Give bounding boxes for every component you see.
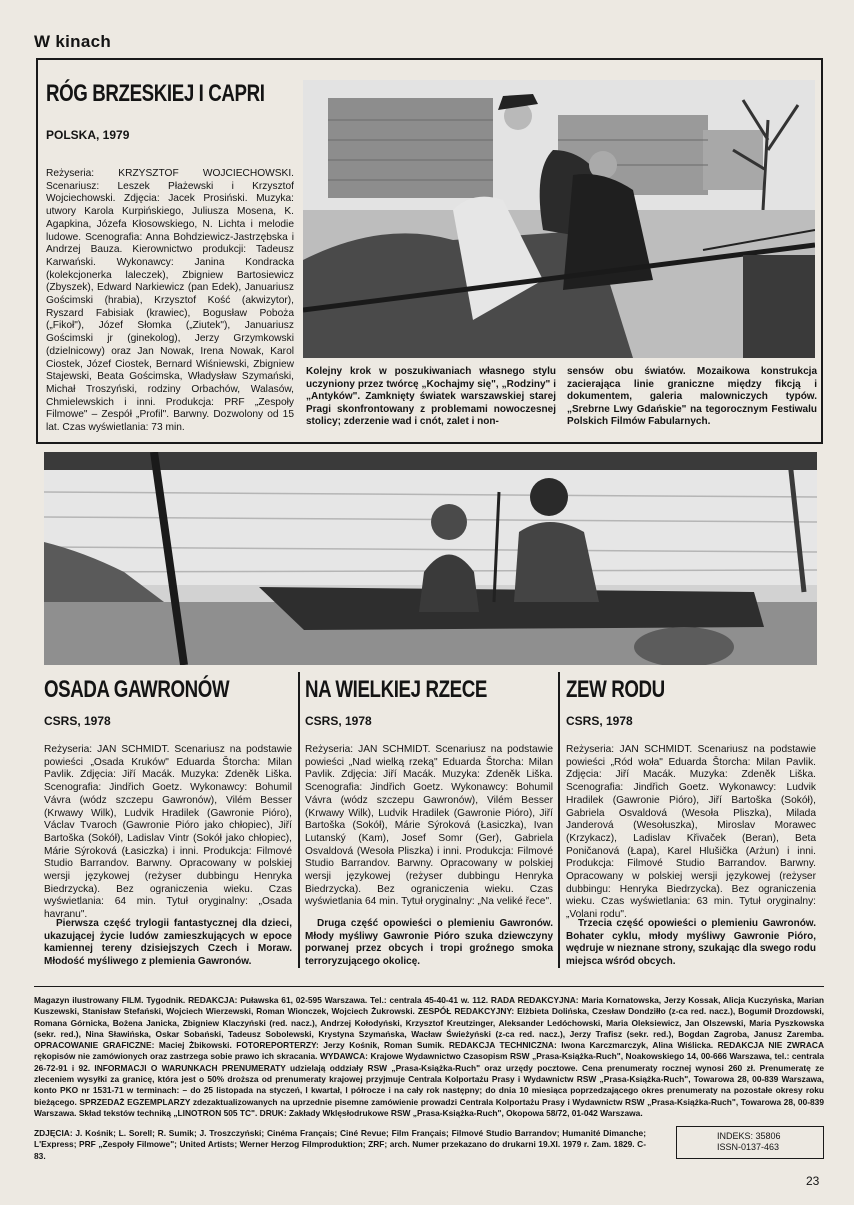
photo-credits: ZDJĘCIA: J. Kośnik; L. Sorell; R. Sumik; J. Troszczyński; Cinéma Français; Ciné Revue; Film Français; Filmové Studio Barrandov; Humanité Dimanche; L'Express; PRF „Zespoły Filmowe"; United Artists; Werner Herzog Filmproduktion; ZRF; arch. Numer przekazano do drukarni 19.XI. 1979 r. Zam. 1829. C-83. [34,1128,646,1161]
film-title: OSADA GAWRONÓW [44,676,230,703]
index-number: INDEKS: 35806 [717,1131,781,1141]
footer-separator [34,986,824,987]
column-divider-1 [298,672,300,968]
film-description: Trzecia część opowieści o plemieniu Gawronów. Bohater cyklu, młody myśliwy Gawronie Pióro, wędruje w nieznane strony, szukając dla swego rodu miejsca wśród obcych. [566,918,816,967]
film-credits: Reżyseria: JAN SCHMIDT. Scenariusz na podstawie powieści „Nad wielką rzeką" Eduarda Štorcha: Milan Pavlik. Zdjęcia: Jiří Macák. Muzyka: Zdeněk Liška. Scenografia: Jindřich Goetz. Wykonawcy: Bohumil Vávra (wódz szczepu Gawronów), Vilém Besser (Krwawy Wilk), Ludvik Hradilek (Gawronie Pióro), Jiří Bartoška (Sokół), Márie Sýroková (Łasiczka), Ivan Lutanský (Kam), Josef Somr (Ger), Gabriela Osvaldová (Wesoła Pliszka) i inni. Produkcja: Filmové Studio Barrandov. Barwny. Opracowany w polskiej wersji językowej (reżyser dubbingu Henryka Biedrzycka). Bez ograniczenia wieku. Czas wyświetlania 64 min. Tytuł oryginalny: „Na veliké řece". [305,744,553,908]
page-number: 23 [806,1174,820,1188]
film-description-col1: Kolejny krok w poszukiwaniach własnego stylu uczyniony przez twórcę „Kochajmy się", „Rodziny" i „Antyków". Zamknięty światek warszawskiej starej Pragi skonfrontowany z problemami nowoczesnej stolicy; zderzenie wad i cnót, zalet i non- [306,366,556,428]
river-photo-illustration [44,452,817,665]
sleigh-photo-illustration [303,80,815,358]
column-divider-2 [558,672,560,968]
film-description: Druga część opowieści o plemieniu Gawronów. Młody myśliwy Gawronie Pióro szuka dziewczyny porwanej przez obcych i tropi groźnego smoka terroryzującego okolicę. [305,918,553,967]
index-box [676,1126,824,1159]
film-country-year: POLSKA, 1979 [46,128,130,142]
film-still-sleigh [303,80,815,358]
film-still-river [44,452,817,665]
film-credits: Reżyseria: JAN SCHMIDT. Scenariusz na podstawie powieści „Osada Kruków" Eduarda Štorcha: Milan Pavlik. Zdjęcia: Jiří Macák. Muzyka: Zdeněk Liška. Scenografia: Jindřich Goetz. Wykonawcy: Bohumil Vávra (wódz szczepu Gawronów), Vilém Besser (Krwawy Wilk), Ludvik Hradilek (Gawronie Pióro), Václav Tvaroch (Gawronie Pióro jako chłopiec), Jiří Bartoška (Sokół), Ladislav Vintr (Sokół jako chłopiec), Márie Sýroková (Łasiczka) i inni. Produkcja: Filmové Studio Barrandov. Barwny. Opracowany w polskiej wersji językowej (reżyser dubbingu Henryka Biedrzycka). Bez ograniczenia wieku. Czas wyświetlania: 64 min. Tytuł oryginalny: „Osada havranu". [44,744,292,921]
issn-number: ISSN-0137-463 [717,1142,780,1152]
film-title: ZEW RODU [566,676,665,703]
film-description: Pierwsza część trylogii fantastycznej dla dzieci, ukazującej życie ludów zamieszkujących w epoce kamiennej tereny dzisiejszych Czech i Moraw. Młodość myśliwego z plemienia Gawronów. [44,918,292,967]
film-title: NA WIELKIEJ RZECE [305,676,487,703]
film-credits: Reżyseria: JAN SCHMIDT. Scenariusz na podstawie powieści „Ród woła" Eduarda Štorcha: Milan Pavlik. Zdjęcia: Jiří Macák. Muzyka: Zdeněk Liška. Scenografia: Jindřich Goetz. Wykonawcy: Ludvik Hradilek (Gawronie Pióro), Jiří Bartoška (Sokół), Gabriela Osvaldová (Wesoła Pliszka), Milada Janderová (Wesołuszka), Miroslav Morawec (Krzykacz), Ladislav Křivaček (Beran), Beta Poničanová (Łapa), Karel Hlušička (Arżun) i inni. Produkcja: Filmové Studio Barrandov. Barwny. Opracowany w polskiej wersji językowej (reżyser dubbingu: Henryka Biedrzycka). Bez ograniczenia wieku. Czas wyświetlania: 63 min. Tytuł oryginalny: „Volani rodu". [566,744,816,921]
section-label: W kinach [34,32,112,51]
magazine-imprint: Magazyn ilustrowany FILM. Tygodnik. REDAKCJA: Puławska 61, 02-595 Warszawa. Tel.: centrala 45-40-41 w. 112. RADA REDAKCYJNA: Maria Kornatowska, Jerzy Kossak, Alicja Kuczyńska, Marian Kuszewski, Stanisław Stefański, Wojciech Wierzewski, Roman Wionczek, Wojciech Żukrowski. ZESPÓŁ REDAKCYJNY: Elżbieta Dolińska, Czesław Dondziłło (z-ca red. nacz.), Bogumił Drozdowski, Romana Górnicka, Bożena Janicka, Zbigniew Klaczyński (red. nacz.), Andrzej Kołodyński, Krzysztof Kreutzinger, Aleksander Ledóchowski, Maria Oleksiewicz, Jan Olszewski, Maria Pyszkowska (sekr. red.), Nina Sławińska, Oskar Sobański, Tadeusz Sobolewski, Krystyna Szymańska, Wacław Świeżyński (z-ca red. nacz.), Jerzy Trafisz (sekr. red.), Bogdan Zagroba, Janusz Zaremba. OPRACOWANIE GRAFICZNE: Maciej Żbikowski. FOTOREPORTERZY: Jerzy Kośnik, Roman Sumik. REDAKCJA TECHNICZNA: Iwona Karczmarczyk, Alina Wiślicka. REDAKCJA NIE ZWRACA rękopisów nie zamówionych oraz zastrzega sobie prawo ich skracania. WYDAWCA: Krajowe Wydawnictwo Czasopism RSW „Prasa-Książka-Ruch", Noakowskiego 14, 00-666 Warszawa, tel.: centrala 26-72-91 i 92. INFORMACJI O WARUNKACH PRENUMERATY udzielają oddziały RSW „Prasa-Książka-Ruch" oraz urzędy pocztowe. Cena prenumeraty rocznej wynosi 260 zł. Prenumeratę ze zleceniem wysyłki za granicę, która jest o 50% droższa od prenumeraty krajowej przyjmuje Centrala Kolportażu Prasy i Wydawnictw RSW „Prasa-Książka-Ruch", Towarowa 28, 00-839 Warszawa, konto PKO nr 1531-71 w terminach: – do 25 listopada na styczeń, I kwartał, I półrocze i na cały rok następny; do dnia 10 miesiąca poprzedzającego okres prenumeraty na pozostałe okresy roku bieżącego. SPRZEDAŻ EGZEMPLARZY zdezaktualizowanych na uprzednie pisemne zamówienie prowadzi Centrala Kolportażu Prasy i Wydawnictw RSW „Prasa-Książka-Ruch", Towarowa 28, 00-839 Warszawa. Skład tekstów techniką „LINOTRON 505 TC". DRUK: Zakłady Wklęsłodrukowe RSW „Prasa-Książka-Ruch", Okopowa 58/72, 01-042 Warszawa. [34,995,824,1118]
film-title: RÓG BRZESKIEJ I CAPRI [46,80,265,107]
film-country-year: CSRS, 1978 [566,714,633,728]
film-description-col2: sensów obu światów. Mozaikowa konstrukcja zacierająca linie graniczne między fikcją i dokumentem, galeria malowniczych typów. „Srebrne Lwy Gdańskie" na tegorocznym Festiwalu Polskich Filmów Fabularnych. [567,366,817,428]
film-credits: Reżyseria: KRZYSZTOF WOJCIECHOWSKI. Scenariusz: Leszek Płażewski i Krzysztof Wojciechowski. Zdjęcia: Jacek Prosiński. Muzyka: utwory Karola Kurpińskiego, Juliusza Mosena, K. Agapkina, Józefa Kłosowskiego, N. Lichta i melodie ludowe. Scenografia: Anna Bohdziewicz-Jastrzębska i Andrzej Bauza. Kierownictwo produkcji: Tadeusz Karwański. Wykonawcy: Janina Kondracka (kolekcjonerka laleczek), Zbigniew Bartosiewicz (Zbyszek), Edward Narkiewicz (pan Edek), Januariusz Gościmski (hrabia), Krzysztof Kość (akwizytor), Ryszard Fabisiak (krawiec), Bogusław Poboża („Fikoł"), Józef Słomka („Ziutek"), Januariusz Gościmski jr (ginekolog), Jerzy Grzymkowski (dzielnicowy) oraz Jan Nowak, Irena Nowak, Karol Ciostek, Józef Ciostek, Bernard Wiśniewski, Zbigniew Stajewski, Beata Gościmska, Władysław Szymański, Michał Troszyński, rodziny Orbachów, Walasów, Chmielewskich i inni. Produkcja: PRF „Zespoły Filmowe" – Zespół „Profil". Barwny. Dozwolony od 15 lat. Czas wyświetlania: 73 min. [46,168,294,434]
film-country-year: CSRS, 1978 [305,714,372,728]
film-country-year: CSRS, 1978 [44,714,111,728]
